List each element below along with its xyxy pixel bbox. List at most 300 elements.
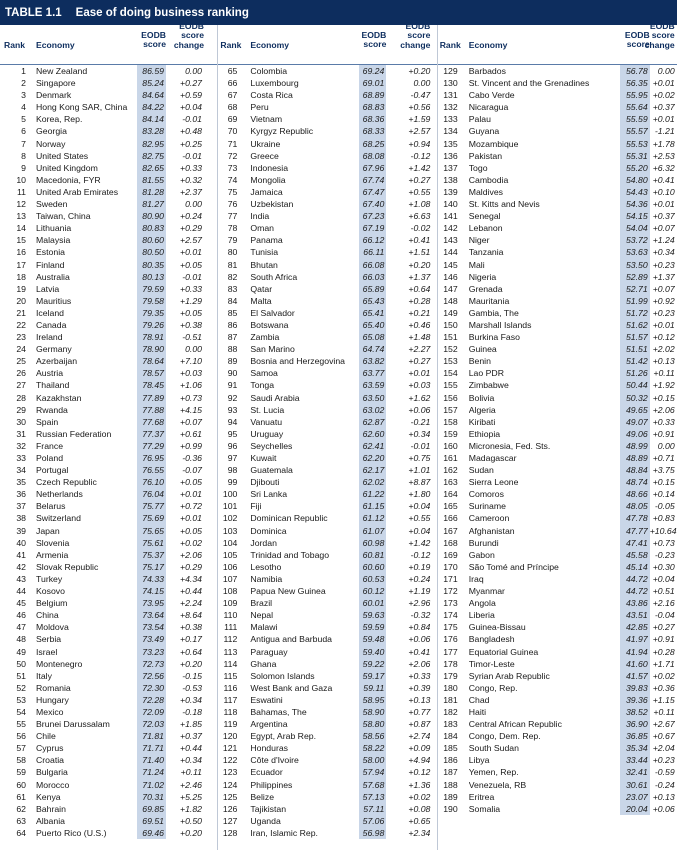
- economy-cell: Belarus: [36, 501, 66, 512]
- score-cell: 73.54: [137, 621, 166, 633]
- table-row: [438, 416, 677, 428]
- economy-cell: Honduras: [250, 743, 289, 754]
- table-row: [218, 416, 436, 428]
- score-cell: 61.12: [359, 512, 386, 524]
- table-row: [218, 343, 436, 355]
- rank-cell: 70: [227, 126, 238, 137]
- score-cell: 57.06: [359, 815, 386, 827]
- score-cell: 79.58: [137, 295, 166, 307]
- score-cell: 60.12: [359, 585, 386, 597]
- score-cell: 68.08: [359, 150, 386, 162]
- change-cell: +1.51: [408, 247, 431, 258]
- economy-cell: Mongolia: [250, 174, 286, 185]
- change-cell: +2.57: [180, 235, 202, 246]
- change-cell: +0.04: [652, 573, 675, 584]
- table-row: [218, 150, 436, 162]
- rank-cell: 177: [443, 646, 458, 657]
- score-cell: 68.33: [359, 125, 386, 137]
- change-cell: +0.77: [408, 706, 431, 717]
- table-row: [218, 803, 436, 815]
- economy-cell: Benin: [468, 356, 491, 367]
- change-cell: +1.37: [408, 271, 431, 282]
- economy-cell: Papua New Guinea: [250, 586, 326, 597]
- change-cell: +0.55: [408, 186, 431, 197]
- rank-cell: 67: [227, 90, 238, 101]
- score-cell: 58.95: [359, 694, 386, 706]
- change-cell: +0.29: [180, 223, 202, 234]
- table-row: [438, 621, 677, 633]
- economy-cell: Bahrain: [36, 803, 66, 814]
- rank-cell: 171: [443, 573, 458, 584]
- score-cell: 66.03: [359, 271, 386, 283]
- panel-left: [0, 21, 217, 850]
- score-cell: 49.65: [620, 404, 650, 416]
- economy-cell: Saudi Arabia: [250, 392, 300, 403]
- rank-cell: 52: [16, 682, 26, 693]
- table-row: [0, 210, 217, 222]
- economy-cell: Botswana: [250, 319, 289, 330]
- table-row: [0, 77, 217, 89]
- score-cell: 75.17: [137, 561, 166, 573]
- panel-header: [218, 21, 436, 65]
- change-cell: +0.24: [408, 573, 431, 584]
- economy-cell: Portugal: [36, 465, 69, 476]
- table-row: [218, 742, 436, 754]
- table-row: [0, 113, 217, 125]
- rank-cell: 117: [223, 694, 238, 705]
- score-cell: 53.63: [620, 246, 650, 258]
- rank-cell: 63: [16, 815, 26, 826]
- panel-middle: [217, 21, 436, 850]
- table-row: [438, 512, 677, 524]
- score-cell: 52.89: [620, 271, 650, 283]
- rank-cell: 73: [227, 162, 238, 173]
- change-cell: +1.62: [408, 392, 431, 403]
- table-row: [438, 222, 677, 234]
- score-cell: 35.34: [620, 742, 650, 754]
- economy-cell: United States: [36, 150, 89, 161]
- score-cell: 41.60: [620, 658, 650, 670]
- score-cell: 32.41: [620, 766, 650, 778]
- score-cell: 72.09: [137, 706, 166, 718]
- score-cell: 62.41: [359, 440, 386, 452]
- rank-cell: 136: [443, 150, 458, 161]
- change-cell: +0.73: [180, 392, 202, 403]
- table-row: [438, 597, 677, 609]
- economy-cell: Seychelles: [250, 440, 293, 451]
- rank-cell: 135: [443, 138, 458, 149]
- table-row: [438, 234, 677, 246]
- change-cell: +0.72: [180, 501, 202, 512]
- score-cell: 51.42: [620, 355, 650, 367]
- economy-cell: Guinea: [468, 344, 497, 355]
- rank-cell: 178: [443, 658, 458, 669]
- table-row: [438, 174, 677, 186]
- score-cell: 84.14: [137, 113, 166, 125]
- economy-cell: Congo, Rep.: [468, 682, 518, 693]
- change-cell: -0.02: [410, 223, 431, 234]
- change-cell: +0.05: [180, 477, 202, 488]
- rank-cell: 162: [443, 465, 458, 476]
- rank-cell: 12: [16, 199, 26, 210]
- economy-cell: Djibouti: [250, 477, 280, 488]
- table-row: [218, 367, 436, 379]
- economy-cell: Philippines: [250, 779, 293, 790]
- change-cell: +0.37: [652, 102, 675, 113]
- score-cell: 73.95: [137, 597, 166, 609]
- table-row: [218, 355, 436, 367]
- change-cell: +0.36: [652, 682, 675, 693]
- change-cell: +0.33: [652, 416, 675, 427]
- table-row: [218, 307, 436, 319]
- economy-cell: Turkey: [36, 573, 63, 584]
- score-cell: 51.99: [620, 295, 650, 307]
- change-cell: +2.34: [408, 827, 431, 838]
- table-row: [0, 452, 217, 464]
- rank-cell: 158: [443, 416, 458, 427]
- economy-cell: St. Kitts and Nevis: [468, 199, 540, 210]
- table-row: [218, 125, 436, 137]
- score-cell: 62.60: [359, 428, 386, 440]
- economy-cell: Bangladesh: [468, 634, 515, 645]
- rank-cell: 126: [222, 803, 238, 814]
- rank-cell: 140: [443, 199, 458, 210]
- economy-cell: Iran, Islamic Rep.: [250, 827, 318, 838]
- table-row: [438, 392, 677, 404]
- table-row: [438, 295, 677, 307]
- score-cell: 66.11: [359, 246, 386, 258]
- table-row: [218, 718, 436, 730]
- rank-cell: 151: [443, 332, 458, 343]
- change-cell: +6.63: [408, 211, 431, 222]
- change-cell: +0.55: [408, 513, 431, 524]
- table-row: [218, 186, 436, 198]
- table-row: [0, 379, 217, 391]
- economy-cell: Brunei Darussalam: [36, 719, 110, 730]
- change-cell: +0.04: [408, 501, 431, 512]
- score-cell: 78.64: [137, 355, 166, 367]
- change-cell: +0.44: [180, 743, 202, 754]
- table-row: [218, 210, 436, 222]
- economy-cell: Mauritius: [36, 295, 72, 306]
- rank-cell: 74: [227, 174, 238, 185]
- score-cell: 45.14: [620, 561, 650, 573]
- table-row: [0, 500, 217, 512]
- table-row: [218, 512, 436, 524]
- economy-cell: Pakistan: [468, 150, 503, 161]
- change-cell: 0.00: [657, 440, 675, 451]
- rank-cell: 128: [222, 827, 238, 838]
- economy-cell: Belize: [250, 791, 275, 802]
- score-cell: 58.00: [359, 754, 386, 766]
- table-row: [218, 621, 436, 633]
- score-cell: 58.80: [359, 718, 386, 730]
- table-row: [218, 113, 436, 125]
- economy-cell: Slovak Republic: [36, 561, 99, 572]
- table-row: [0, 573, 217, 585]
- economy-cell: Chad: [468, 694, 490, 705]
- change-cell: +0.34: [180, 755, 202, 766]
- table-row: [218, 706, 436, 718]
- change-cell: +0.38: [180, 319, 202, 330]
- change-cell: +0.41: [652, 174, 675, 185]
- economy-cell: Tonga: [250, 380, 275, 391]
- rank-cell: 185: [443, 743, 458, 754]
- score-cell: 84.64: [137, 89, 166, 101]
- economy-cell: Serbia: [36, 634, 62, 645]
- change-cell: +1.24: [652, 235, 675, 246]
- economy-cell: Mauritania: [468, 295, 510, 306]
- economy-cell: Uzbekistan: [250, 199, 294, 210]
- table-row: [218, 585, 436, 597]
- economy-cell: Liberia: [468, 610, 495, 621]
- rank-cell: 86: [227, 319, 238, 330]
- rank-cell: 159: [443, 428, 458, 439]
- change-cell: 0.00: [657, 66, 675, 76]
- rank-cell: 48: [16, 634, 26, 645]
- table-row: [218, 101, 436, 113]
- change-cell: +0.14: [652, 489, 675, 500]
- score-cell: 48.05: [620, 500, 650, 512]
- economy-cell: Dominican Republic: [250, 513, 328, 524]
- rank-cell: 133: [443, 114, 458, 125]
- table-row: [438, 355, 677, 367]
- table-row: [218, 815, 436, 827]
- rank-cell: 110: [223, 610, 238, 621]
- score-cell: 62.02: [359, 476, 386, 488]
- economy-cell: Switzerland: [36, 513, 81, 524]
- change-cell: +4.34: [180, 573, 202, 584]
- change-cell: +0.30: [652, 561, 675, 572]
- economy-cell: Ghana: [250, 658, 277, 669]
- rank-cell: 121: [222, 743, 238, 754]
- economy-cell: Namibia: [250, 573, 283, 584]
- table-row: [0, 718, 217, 730]
- change-cell: +0.01: [652, 199, 675, 210]
- rank-cell: 122: [222, 755, 238, 766]
- rank-cell: 190: [443, 803, 458, 814]
- economy-cell: Grenada: [468, 283, 503, 294]
- score-cell: 72.56: [137, 670, 166, 682]
- rank-cell: 46: [16, 610, 26, 621]
- change-cell: -0.59: [654, 767, 675, 778]
- score-cell: 38.52: [620, 706, 650, 718]
- change-cell: +0.61: [180, 428, 202, 439]
- economy-cell: Uganda: [250, 815, 281, 826]
- economy-cell: Italy: [36, 670, 52, 681]
- change-cell: +0.71: [652, 453, 675, 463]
- change-cell: -0.05: [654, 501, 675, 512]
- score-cell: 54.80: [620, 174, 650, 186]
- score-cell: 60.98: [359, 537, 386, 549]
- economy-cell: Albania: [36, 815, 65, 826]
- score-cell: 82.65: [137, 162, 166, 174]
- score-cell: 80.50: [137, 246, 166, 258]
- score-cell: 59.40: [359, 646, 386, 658]
- rank-cell: 78: [227, 223, 238, 234]
- change-cell: +0.06: [408, 634, 431, 645]
- economy-cell: Germany: [36, 344, 72, 355]
- score-cell: 69.46: [137, 827, 166, 839]
- rank-cell: 164: [443, 489, 458, 500]
- change-cell: +4.94: [408, 755, 431, 766]
- change-cell: -0.04: [654, 610, 675, 621]
- change-cell: +7.10: [180, 356, 202, 367]
- score-cell: 82.95: [137, 138, 166, 150]
- rank-cell: 38: [16, 513, 26, 524]
- rank-cell: 119: [223, 719, 238, 730]
- rank-cell: 170: [443, 561, 458, 572]
- change-cell: +8.64: [180, 610, 202, 621]
- change-cell: +1.85: [180, 719, 202, 730]
- score-cell: 67.96: [359, 162, 386, 174]
- rank-cell: 109: [222, 598, 238, 609]
- table-row: [438, 65, 677, 77]
- table-row: [438, 609, 677, 621]
- change-cell: +0.38: [180, 622, 202, 633]
- change-cell: +0.92: [652, 295, 675, 306]
- rank-cell: 186: [443, 755, 458, 766]
- table-row: [218, 791, 436, 803]
- change-cell: 0.00: [413, 78, 431, 89]
- change-cell: +0.34: [652, 247, 675, 258]
- score-cell: 59.17: [359, 670, 386, 682]
- score-cell: 62.17: [359, 464, 386, 476]
- rank-cell: 142: [443, 223, 458, 234]
- change-cell: +0.87: [408, 719, 431, 730]
- change-cell: +0.50: [180, 815, 202, 826]
- table-row: [438, 162, 677, 174]
- table-row: [438, 125, 677, 137]
- economy-cell: Greece: [250, 150, 279, 161]
- panel-header: [0, 21, 217, 65]
- change-cell: +0.13: [652, 356, 675, 367]
- rank-cell: 29: [16, 404, 26, 415]
- score-cell: 59.59: [359, 621, 386, 633]
- change-cell: +0.99: [180, 440, 202, 451]
- economy-cell: Bahamas, The: [250, 706, 307, 717]
- table-row: [218, 525, 436, 537]
- economy-cell: Bosnia and Herzegovina: [250, 356, 346, 367]
- table-row: [438, 646, 677, 658]
- table-row: [438, 452, 677, 464]
- table-row: [438, 658, 677, 670]
- table-row: [0, 476, 217, 488]
- change-cell: +0.05: [180, 307, 202, 318]
- table-row: [438, 77, 677, 89]
- score-cell: 42.85: [620, 621, 650, 633]
- table-row: [218, 428, 436, 440]
- table-row: [0, 537, 217, 549]
- table-row: [0, 101, 217, 113]
- economy-cell: Myanmar: [468, 586, 505, 597]
- header-change: EODB score change: [400, 21, 431, 50]
- economy-cell: Thailand: [36, 380, 70, 391]
- score-cell: 83.28: [137, 125, 166, 137]
- score-cell: 62.87: [359, 416, 386, 428]
- table-row: [438, 500, 677, 512]
- table-row: [0, 633, 217, 645]
- table-row: [0, 89, 217, 101]
- score-cell: 55.31: [620, 150, 650, 162]
- table-row: [0, 162, 217, 174]
- change-cell: +2.37: [180, 186, 202, 197]
- rank-cell: 57: [16, 743, 26, 754]
- rank-cell: 31: [16, 428, 26, 439]
- rank-cell: 149: [443, 307, 458, 318]
- rank-cell: 146: [443, 271, 458, 282]
- score-cell: 64.74: [359, 343, 386, 355]
- score-cell: 23.07: [620, 791, 650, 803]
- economy-cell: China: [36, 610, 59, 621]
- economy-cell: Canada: [36, 319, 67, 330]
- change-cell: +1.06: [180, 380, 202, 391]
- change-cell: +2.46: [180, 779, 202, 790]
- rank-cell: 118: [223, 706, 238, 717]
- change-cell: +2.06: [652, 404, 675, 415]
- rank-cell: 97: [227, 453, 238, 463]
- rank-cell: 96: [227, 440, 238, 451]
- score-cell: 81.55: [137, 174, 166, 186]
- score-cell: 54.36: [620, 198, 650, 210]
- score-cell: 76.10: [137, 476, 166, 488]
- change-cell: +0.20: [408, 66, 431, 76]
- rank-cell: 111: [224, 622, 238, 633]
- table-row: [0, 222, 217, 234]
- score-cell: 55.64: [620, 101, 650, 113]
- rank-cell: 101: [222, 501, 238, 512]
- header-score: EODB score: [624, 30, 650, 50]
- score-cell: 57.68: [359, 779, 386, 791]
- economy-cell: Guinea-Bissau: [468, 622, 526, 633]
- economy-cell: San Marino: [250, 344, 295, 355]
- economy-cell: Jordan: [250, 537, 277, 548]
- table-row: [438, 791, 677, 803]
- score-cell: 48.74: [620, 476, 650, 488]
- economy-cell: Lao PDR: [468, 368, 504, 379]
- change-cell: +0.15: [652, 477, 675, 488]
- score-cell: 77.89: [137, 392, 166, 404]
- score-cell: 60.81: [359, 549, 386, 561]
- change-cell: +0.46: [408, 319, 431, 330]
- change-cell: +0.13: [408, 694, 431, 705]
- score-cell: 33.44: [620, 754, 650, 766]
- table-row: [0, 198, 217, 210]
- table-row: [218, 537, 436, 549]
- score-cell: 59.48: [359, 633, 386, 645]
- rank-cell: 108: [222, 586, 238, 597]
- change-cell: +0.75: [408, 453, 431, 463]
- table-row: [0, 730, 217, 742]
- rank-cell: 116: [223, 682, 238, 693]
- table-row: [218, 682, 436, 694]
- rank-cell: 28: [16, 392, 26, 403]
- economy-cell: Lesotho: [250, 561, 282, 572]
- change-cell: +1.01: [408, 465, 431, 476]
- score-cell: 55.95: [620, 89, 650, 101]
- economy-cell: Ireland: [36, 332, 63, 343]
- table-row: [218, 464, 436, 476]
- rank-cell: 92: [227, 392, 238, 403]
- change-cell: +0.20: [408, 259, 431, 270]
- economy-cell: Norway: [36, 138, 66, 149]
- table-row: [438, 367, 677, 379]
- rank-cell: 66: [227, 78, 238, 89]
- table-row: [218, 549, 436, 561]
- change-cell: +2.06: [408, 658, 431, 669]
- score-cell: 61.22: [359, 488, 386, 500]
- table-row: [0, 404, 217, 416]
